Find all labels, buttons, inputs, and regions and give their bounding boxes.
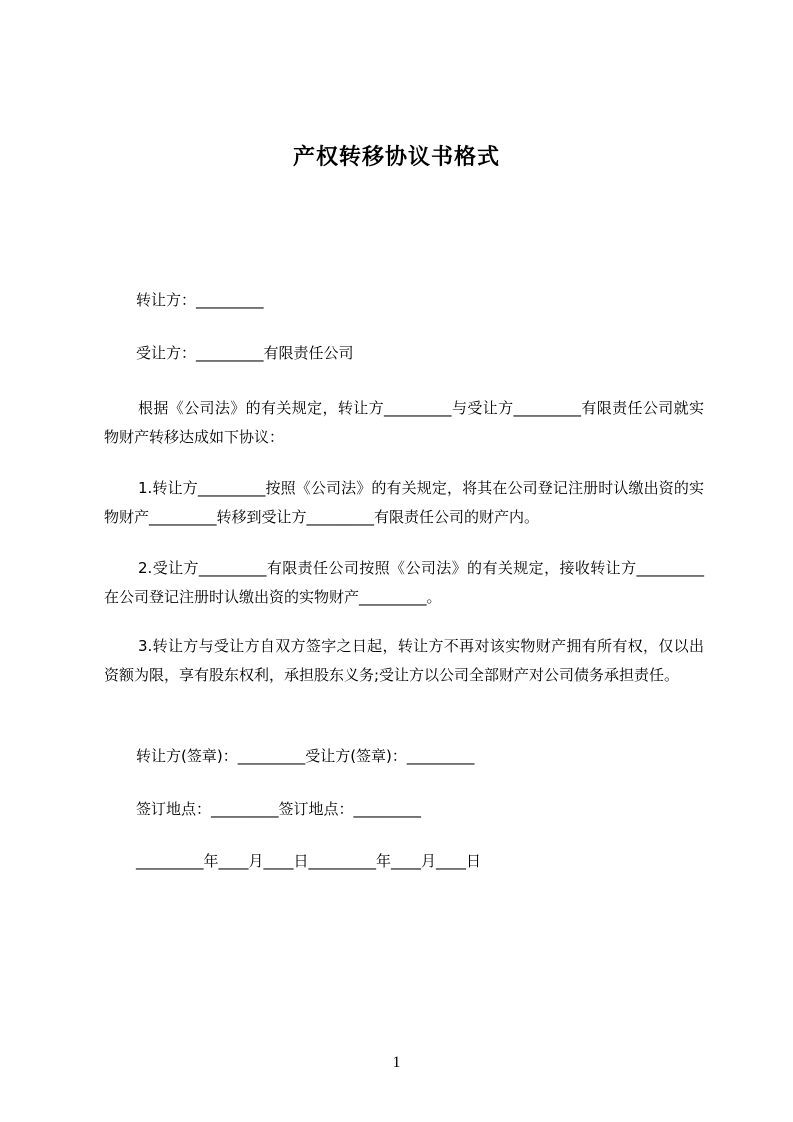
clause-1-paragraph: 1.转让方_________按照《公司法》的有关规定，将其在公司登记注册时认缴出资的实物财产_________转移到受让方_________有限责任公司的财产内。 [104,479,704,526]
page-number: 1 [392,1054,401,1071]
clause-3-paragraph: 3.转让方与受让方自双方签字之日起，转让方不再对该实物财产拥有所有权，仅以出资额为限，享有股东权利，承担股东义务;受让方以公司全部财产对公司债务承担责任。 [104,637,704,684]
intro-paragraph: 根据《公司法》的有关规定，转让方_________与受让方_________有限责任公司就实物财产转移达成如下协议： [104,399,704,446]
transferor-line: 转让方：_________ [136,291,264,309]
signature-line: 转让方(签章)：_________受让方(签章)：_________ [136,747,475,765]
place-line: 签订地点：_________签订地点：_________ [136,800,422,818]
clause-2-paragraph: 2.受让方_________有限责任公司按照《公司法》的有关规定，接收转让方_________在公司登记注册时认缴出资的实物财产_________。 [104,559,704,606]
transferee-line: 受让方：_________有限责任公司 [136,344,354,362]
date-line: _________年____月____日_________年____月____日 [136,852,482,870]
document-title: 产权转移协议书格式 [292,145,500,170]
